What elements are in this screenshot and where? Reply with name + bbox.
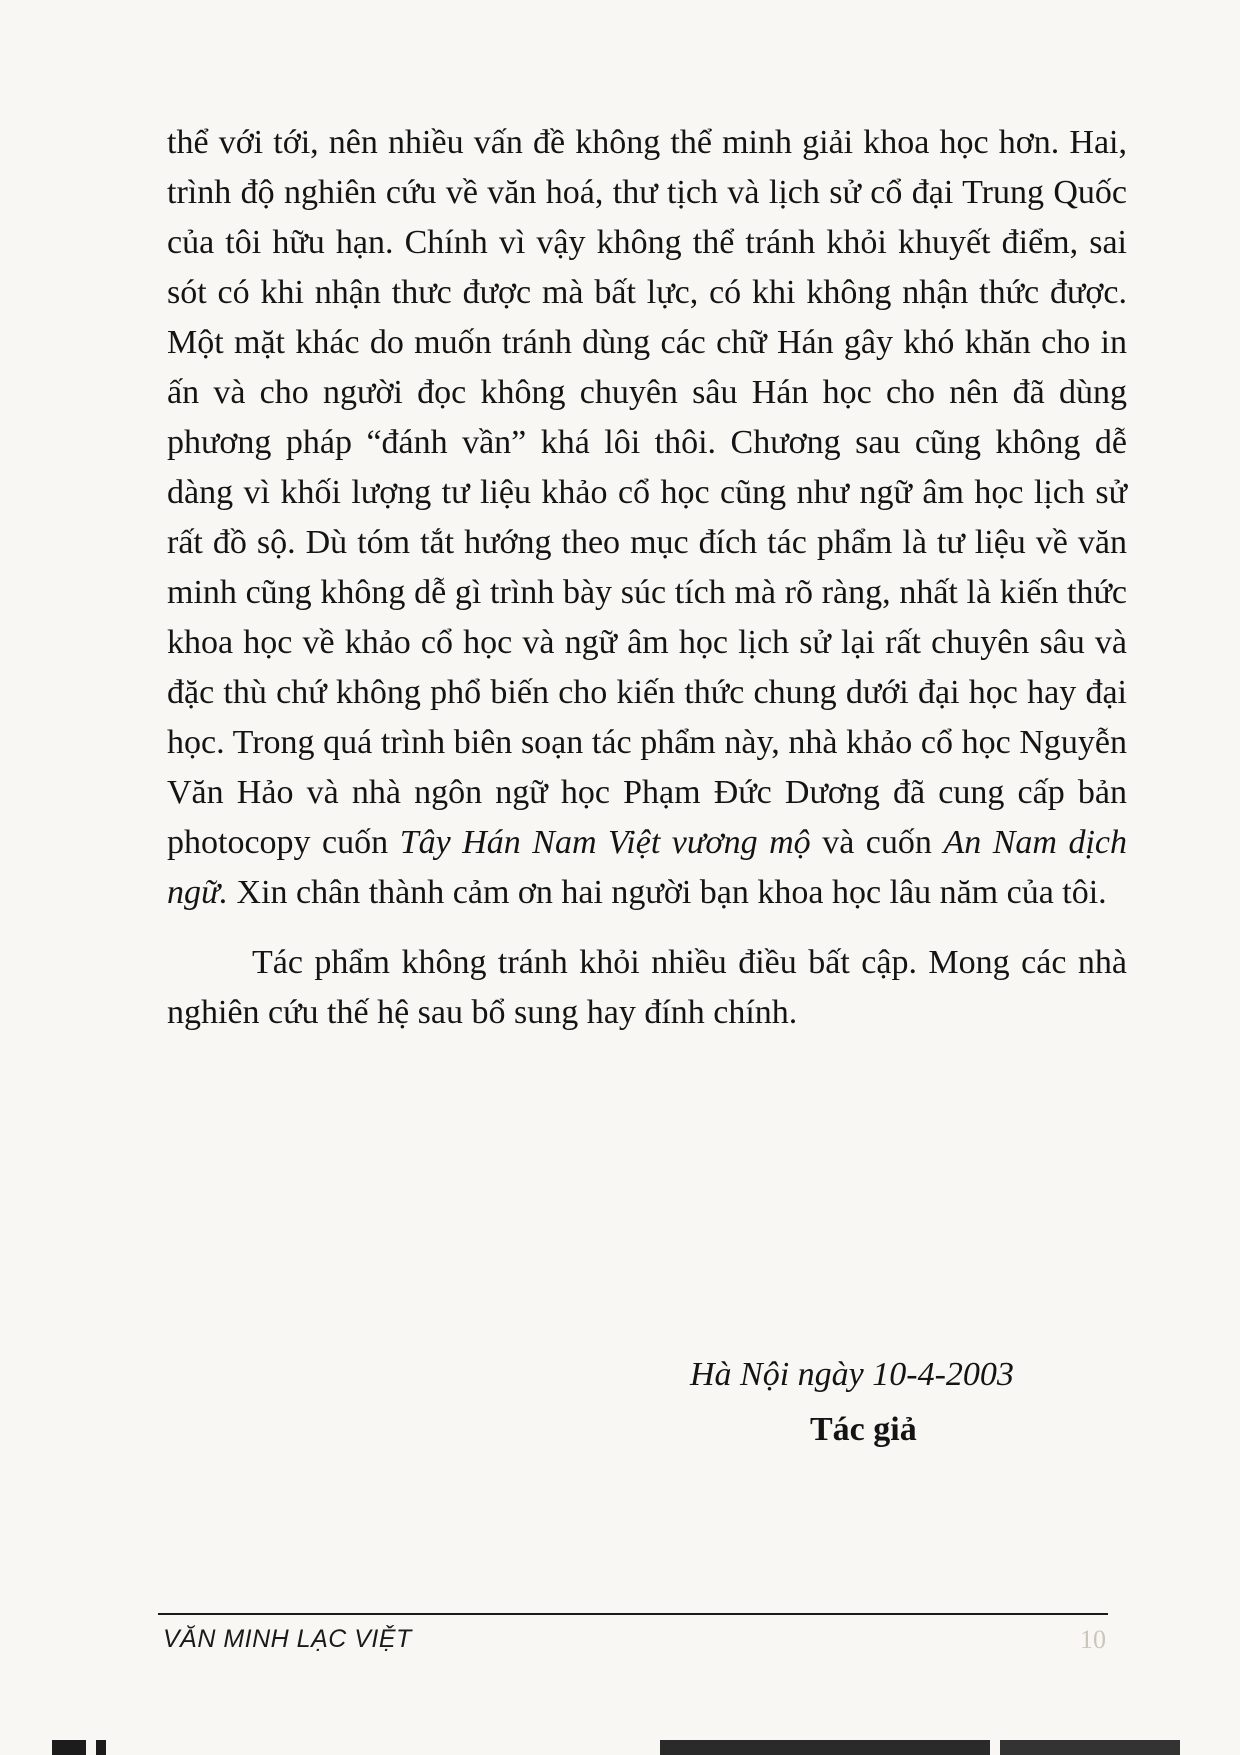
signature-place-date: Hà Nội ngày 10-4-2003 xyxy=(690,1356,1014,1393)
body-text xyxy=(167,118,1127,1038)
paragraph-2: Tác phẩm không tránh khỏi nhiều điều bất cập. Mong các nhà nghiên cứu thế hệ sau bổ sung hay đính chính. xyxy=(167,944,1127,1031)
signature-author: Tác giả xyxy=(810,1411,917,1448)
footer-divider xyxy=(158,1613,1108,1615)
paragraph-1-text-b: Xin chân thành cảm ơn hai người bạn khoa học lâu năm của tôi. xyxy=(236,874,1107,911)
paragraph-1 xyxy=(167,118,1127,918)
book-title-tay-han: Tây Hán Nam Việt vương mộ xyxy=(399,824,811,861)
scan-bottom-edge xyxy=(0,1740,1240,1755)
scan-edge-mark xyxy=(96,1740,106,1755)
book-title-an-nam: An Nam dịch ngữ. xyxy=(167,824,1128,911)
scan-edge-mark xyxy=(52,1740,86,1755)
page-number: 10 xyxy=(1080,1625,1106,1654)
scan-edge-mark xyxy=(1000,1740,1180,1755)
scan-edge-mark xyxy=(660,1740,990,1755)
footer-book-title: VĂN MINH LẠC VIỆT xyxy=(163,1625,412,1653)
paragraph-1-text-a: thể với tới, nên nhiều vấn đề không thể minh giải khoa học hơn. Hai, trình độ nghiên cứu về văn hoá, thư tịch và lịch sử cổ đại Trung Quốc của tôi hữu hạn. Chính vì vậy không thể tránh khỏi khuyết điểm, sai sót có khi nhận thưc được mà bất lực, có khi không nhận thức được. Một mặt khác do muốn tránh dùng các chữ Hán gây khó khăn cho in ấn và cho người đọc không chuyên sâu Hán học cho nên đã dùng phương pháp “đánh vần” khá lôi thôi. Chương sau cũng không dễ dàng vì khối lượng tư liệu khảo cổ học cũng như ngữ âm học lịch sử rất đồ sộ. Dù tóm tắt hướng theo mục đích tác phẩm là tư liệu về văn minh cũng không dễ gì trình bày súc tích mà rõ ràng, nhất là kiến thức khoa học về khảo cổ học và ngữ âm học lịch sử lại rất chuyên sâu và đặc thù chứ không phổ biến cho kiến thức chung dưới đại học hay đại học. Trong quá trình biên soạn tác phẩm này, nhà khảo cổ học Nguyễn Văn Hảo và nhà ngôn ngữ học Phạm Đức Dương đã cung cấp bản photocopy cuốn xyxy=(167,124,1127,861)
paragraph-1-joiner: và cuốn xyxy=(822,824,932,861)
